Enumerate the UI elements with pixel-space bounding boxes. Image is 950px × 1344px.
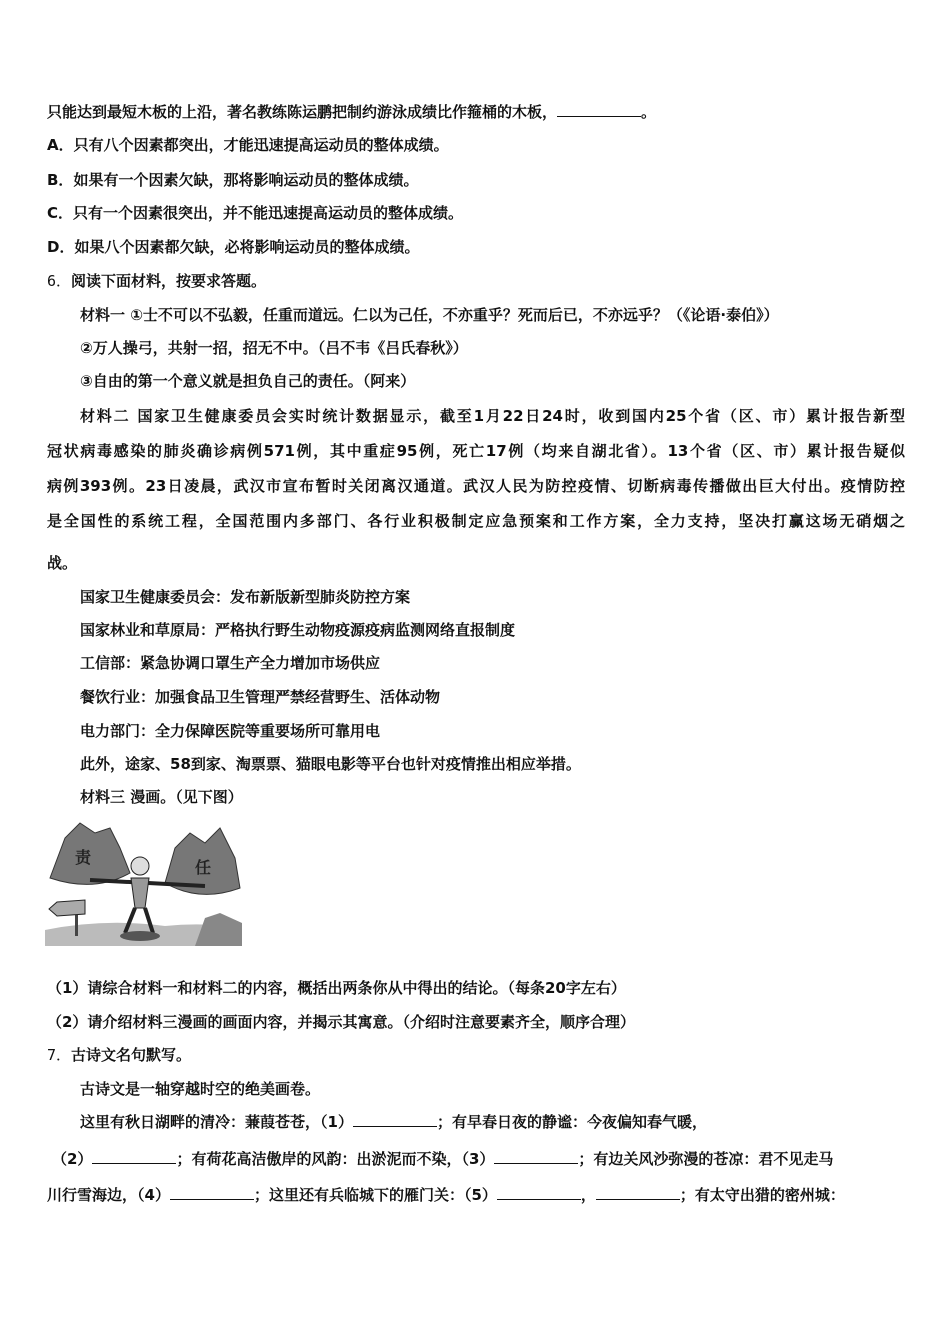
material3-label: 材料三 漫画。（见下图）: [80, 788, 243, 806]
material1-line: ②万人操弓，共射一招，招无不中。（吕不韦《吕氏春秋》）: [80, 339, 468, 357]
text: ；有太守出猎的密州城：: [679, 1186, 845, 1204]
material2-line: 材料二 国家卫生健康委员会实时统计数据显示，截至1月22日24时，收到国内25个省（区、市）累计报告新型: [80, 407, 905, 425]
q6-heading: [47, 271, 266, 291]
q7-line-3: [47, 1185, 845, 1205]
measure-item: 此外，途家、58到家、淘票票、猫眼电影等平台也针对疫情推出相应举措。: [80, 755, 581, 773]
text: 川行雪海边，（4）: [47, 1186, 170, 1204]
measure-item: 国家林业和草原局：严格执行野生动物疫源疫病监测网络直报制度: [80, 621, 516, 639]
option-c[interactable]: [47, 203, 463, 223]
question-number: 7．: [47, 1046, 72, 1064]
text: ，: [580, 1186, 596, 1204]
option-b[interactable]: [47, 170, 418, 190]
text: ；有早春日夜的静谧：今夜偏知春气暖，: [436, 1113, 707, 1131]
material2-line: 冠状病毒感染的肺炎确诊病例571例，其中重症95例，死亡17例（均来自湖北省）。13个省（区、市）累计报告疑似: [47, 442, 905, 460]
answer-blank[interactable]: [557, 102, 641, 117]
text: 这里有秋日湖畔的清冷：蒹葭苍苍，（1）: [80, 1113, 353, 1131]
answer-blank-2[interactable]: [92, 1149, 176, 1164]
material2-line: 是全国性的系统工程，全国范围内多部门、各行业积极制定应急预案和工作方案，全力支持，坚决打赢这场无硝烟之: [47, 512, 905, 530]
answer-blank-5b[interactable]: [596, 1185, 680, 1200]
cartoon-char-2: 任: [195, 858, 212, 877]
option-text: 只有一个因素很突出，并不能迅速提高运动员的整体成绩。: [73, 204, 464, 222]
q5-stem-tail: [47, 102, 656, 122]
answer-blank-4[interactable]: [170, 1185, 254, 1200]
question-number: 6．: [47, 272, 72, 290]
responsibility-cartoon: [45, 818, 242, 946]
material1-line: 材料一 ①士不可以不弘毅，任重而道远。仁以为己任，不亦重乎？死而后已，不亦远乎？（《论语·泰伯》）: [80, 306, 779, 324]
stem-text: 只能达到最短木板的上沿，著名教练陈运鹏把制约游泳成绩比作箍桶的木板，: [47, 103, 558, 121]
measure-item: 餐饮行业：加强食品卫生管理严禁经营野生、活体动物: [80, 688, 441, 706]
option-text: 如果有一个因素欠缺，那将影响运动员的整体成绩。: [73, 171, 419, 189]
q7-line-1: [80, 1112, 707, 1132]
text: ；有边关风沙弥漫的苍凉：君不见走马: [578, 1150, 834, 1168]
option-label: C．: [47, 204, 74, 222]
stem-end: 。: [641, 103, 657, 121]
subquestion-2: （2）请介绍材料三漫画的画面内容，并揭示其寓意。（介绍时注意要素齐全，顺序合理）: [47, 1013, 635, 1031]
material2-line: 战。: [47, 554, 78, 572]
answer-blank-5a[interactable]: [497, 1185, 581, 1200]
q7-heading: [47, 1045, 191, 1065]
cartoon-char-1: 责: [75, 848, 92, 867]
answer-blank-1[interactable]: [353, 1112, 437, 1127]
question-title: 阅读下面材料，按要求答题。: [71, 272, 267, 290]
q7-line-2: [52, 1149, 833, 1169]
text: （2）: [52, 1150, 93, 1168]
option-text: 如果八个因素都欠缺，必将影响运动员的整体成绩。: [74, 238, 420, 256]
text: ；这里还有兵临城下的雁门关：（5）: [253, 1186, 497, 1204]
option-label: B．: [47, 171, 74, 189]
text: ；有荷花高洁傲岸的风韵：出淤泥而不染，（3）: [176, 1150, 495, 1168]
measure-item: 电力部门：全力保障医院等重要场所可靠用电: [80, 722, 381, 740]
option-label: D．: [47, 238, 75, 256]
subquestion-1: （1）请综合材料一和材料二的内容，概括出两条你从中得出的结论。（每条20字左右）: [47, 979, 626, 997]
material2-line: 病例393例。23日凌晨，武汉市宣布暂时关闭离汉通道。武汉人民为防控疫情、切断病毒传播做出巨大付出。疫情防控: [47, 477, 905, 495]
option-a[interactable]: [47, 135, 449, 155]
option-d[interactable]: [47, 237, 419, 257]
material1-line: ③自由的第一个意义就是担负自己的责任。（阿来）: [80, 372, 416, 390]
question-title: 古诗文名句默写。: [71, 1046, 192, 1064]
measure-item: 工信部：紧急协调口罩生产全力增加市场供应: [80, 654, 381, 672]
option-text: 只有八个因素都突出，才能迅速提高运动员的整体成绩。: [73, 136, 449, 154]
answer-blank-3[interactable]: [494, 1149, 578, 1164]
q7-intro: 古诗文是一轴穿越时空的绝美画卷。: [80, 1080, 321, 1098]
measure-item: 国家卫生健康委员会：发布新版新型肺炎防控方案: [80, 588, 411, 606]
option-label: A．: [47, 136, 74, 154]
